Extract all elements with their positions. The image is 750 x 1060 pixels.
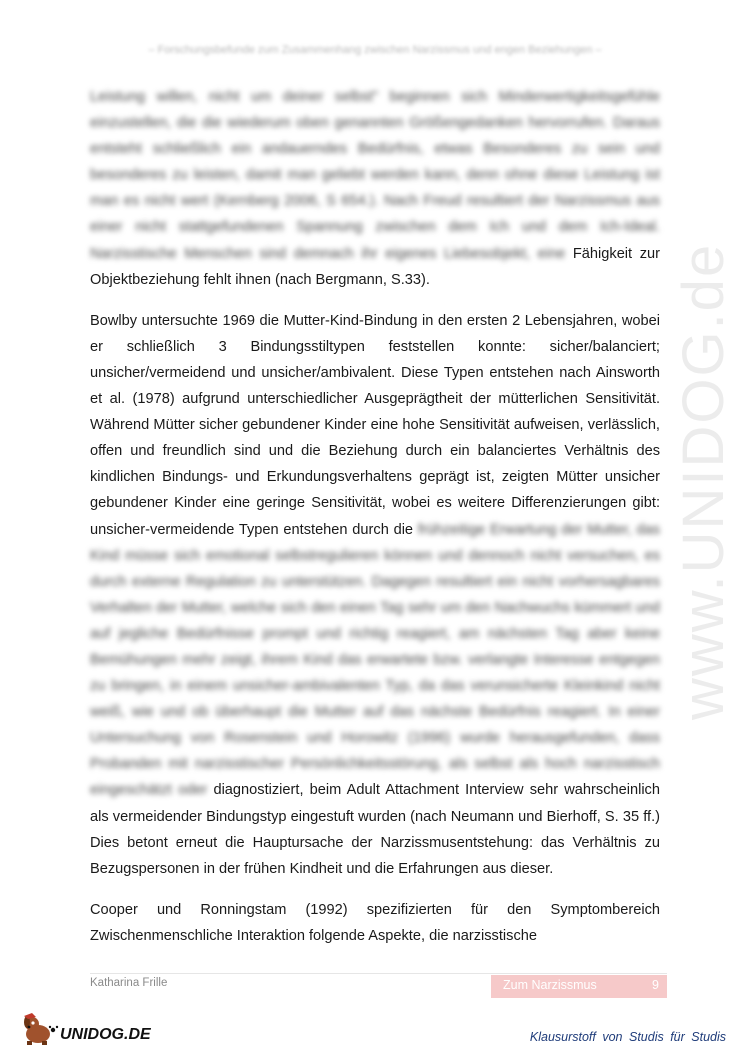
paragraph-2 (90, 308, 660, 882)
footer-title: Zum Narzissmus (503, 978, 597, 992)
paragraph-text: Bowlby untersuchte 1969 die Mutter-Kind-Bindung in den ersten 2 Lebensjahren, wobei er schließlich 3 Bindungsstiltypen feststellen konnte: sicher/balanciert; unsicher/vermeidend und unsicher/ambivalent. Diese Typen entstehen nach Ainsworth et al. (1978) aufgrund unterschiedlicher Ausgeprägtheit der mütterlichen Sensitivität. Während Mütter sicher gebundener Kinder eine hohe Sensitivität aufweisen, verlässlich, offen und freundlich sind und die Beziehung durch ein balanciertes Verhältnis des kindlichen Bindungs- und Erkundungsverhaltens geprägt ist, zeigten Mütter unsicher gebundener Kinder eine geringe Sensitivität, wobei es weitere Differenzierungen gibt: unsicher-vermeidende Typen entstehen durch die (90, 312, 660, 538)
paragraph-1 (90, 84, 660, 293)
footer-title-box (491, 975, 667, 998)
page-number: 9 (652, 978, 659, 992)
dog-icon (24, 1013, 50, 1045)
paw-icon (49, 1026, 58, 1032)
slogan: Klausurstoff von Studis für Studis (529, 1030, 726, 1044)
footer-divider (90, 973, 667, 974)
paragraph-text: Fähigkeit zur Objektbeziehung fehlt ihnen (nach Bergmann, S.33). (90, 245, 661, 288)
document-body (90, 84, 660, 964)
paragraph-text: Cooper und Ronningstam (1992) spezifizierten für den Symptombereich Zwischenmenschliche Interaktion folgende Aspekte, die narzisstische (90, 901, 660, 944)
paragraph-3 (90, 897, 660, 949)
page-header: – Forschungsbefunde zum Zusammenhang zwischen Narzissmus und engen Beziehungen – (148, 44, 602, 56)
footer-author: Katharina Frille (90, 977, 168, 989)
paragraph-text: diagnostiziert, beim Adult Attachment Interview sehr wahrscheinlich als vermeidender Bindungstyp eingestuft wurden (nach Neumann und Bierhoff, S. 35 ff.) Dies betont erneut die Hauptursache der Narzissmusentstehung: das Verhältnis zu Bezugspersonen in der frühen Kindheit und die Erfahrungen aus dieser. (90, 782, 660, 877)
blurred-text: frühzeitige Erwartung der Mutter, das Kind müsse sich emotional selbstregulieren können und dennoch nicht versuchen, es durch externe Regulation zu unterstützen. Dagegen resultiert ein nicht vorhersagbares Verhalten der Mutter, welche sich den einen Tag sehr um den Nachwuchs kümmert und auf jegliche Bedürfnisse prompt und richtig reagiert, am nächsten Tag aber keine Bemühungen mehr zeigt, ihrem Kind das erwartete bzw. verlangte Interesse entgegen zu bringen, in einem unsicher-ambivalenten Typ, da das verunsicherte Kleinkind nicht weiß, wie und ob überhaupt die Mutter auf das nächste Bedürfnis reagiert. In einer Untersuchung von Rosenstein und Horowitz (1996) wurde herausgefunden, dass Probanden mit narzisstischer Persönlichkeitsstörung, als selbst als hoch narzisstisch eingeschätzt oder (90, 521, 661, 799)
logo-text: UNIDOG.DE (60, 1026, 151, 1043)
blurred-text: Leistung willen, nicht um deiner selbst" beginnen sich Minderwertigkeitsgefühle einzustellen, die die wiederum oben genannten Größengedanken hervorrufen. Daraus entsteht schließlich ein andauerndes Bedürfnis, etwas Besonderes zu sein und besonderes zu leisten, damit man geliebt werden kann, denn ohne diese Leistung ist man es nicht wert (Kernberg 2006, S 654.). Nach Freud resultiert der Narzissmus aus einer nicht stattgefundenen Spannung zwischen dem Ich und dem Ich-Ideal. Narzisstische Menschen sind demnach ihr eigenes Liebesobjekt, eine (90, 89, 660, 262)
unidog-logo (22, 1012, 152, 1048)
watermark: www.UNIDOG.de (671, 242, 736, 720)
